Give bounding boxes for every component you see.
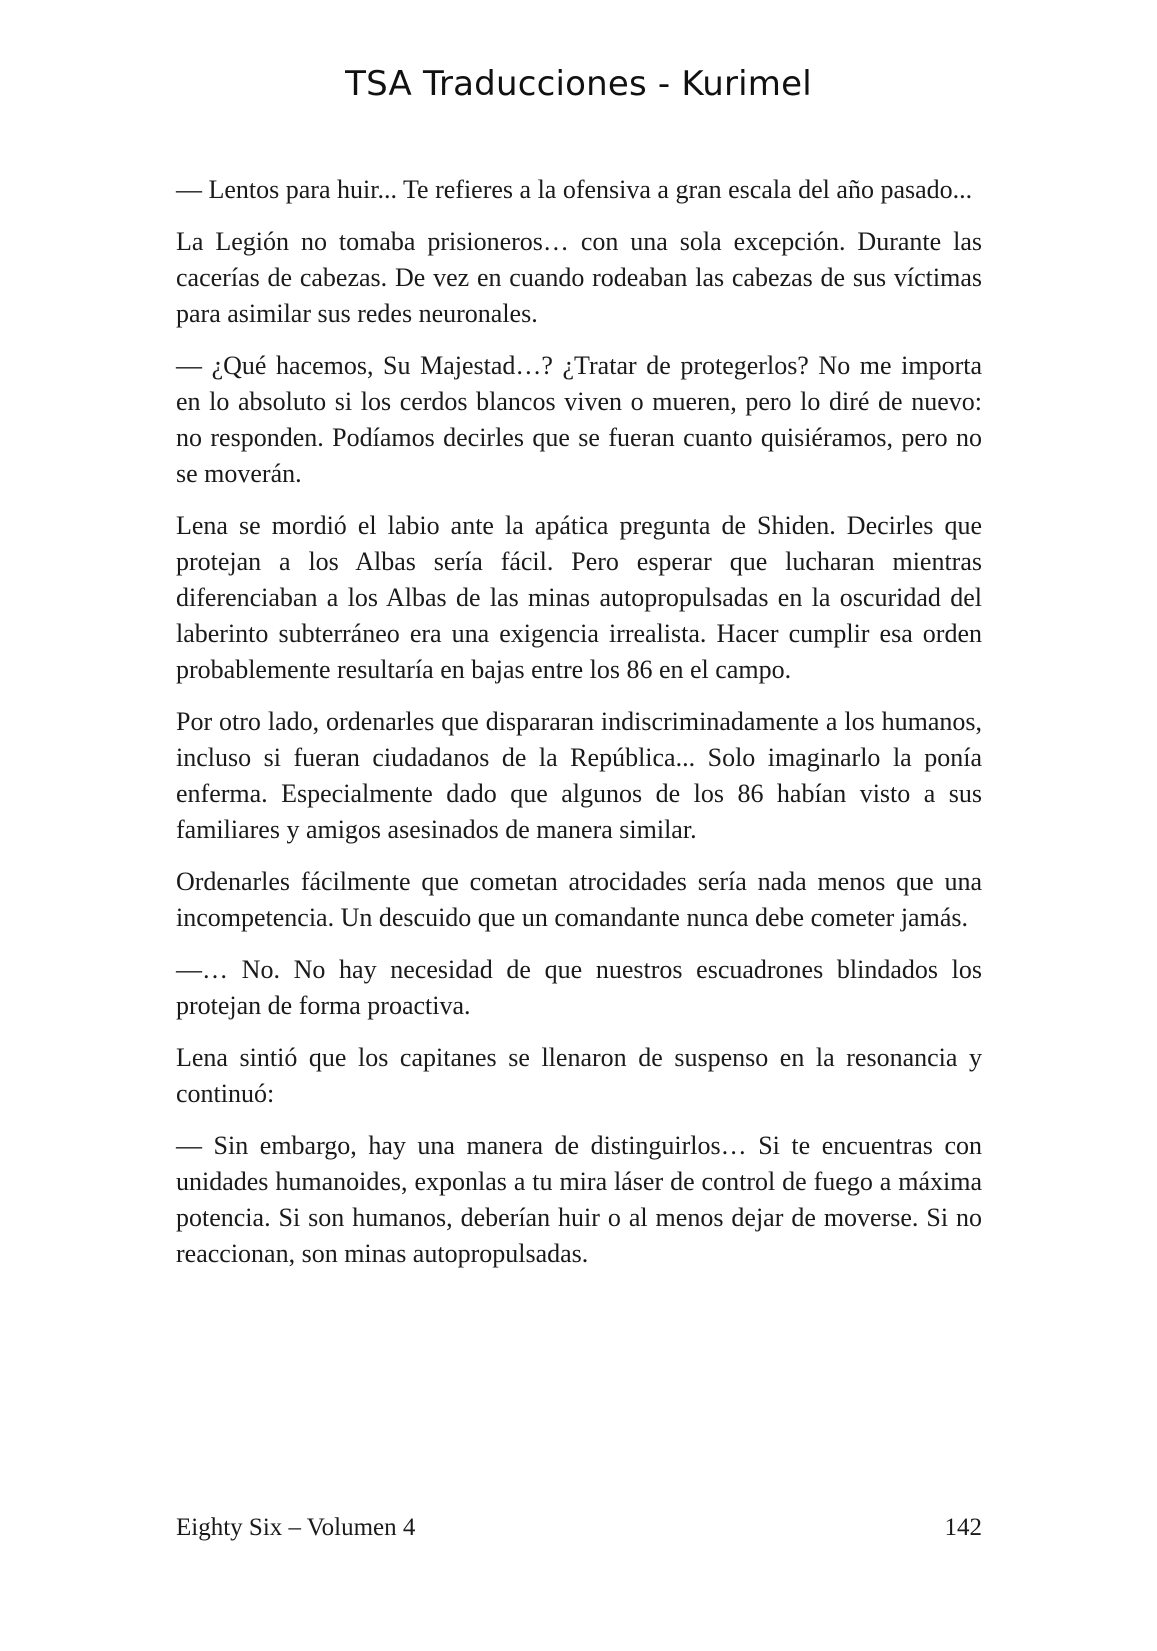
paragraph: La Legión no tomaba prisioneros… con una sola excepción. Durante las cacerías de cabezas. De vez en cuando rodeaban las cabezas de sus víctimas para asimilar sus redes neuronales. <box>176 227 982 328</box>
page-header-title: TSA Traducciones - Kurimel <box>345 64 812 104</box>
paragraph: Lena sintió que los capitanes se llenaron de suspenso en la resonancia y continuó: <box>176 1043 982 1108</box>
page-number: 142 <box>944 1514 982 1541</box>
paragraph: Lena se mordió el labio ante la apática pregunta de Shiden. Decirles que protejan a los Albas sería fácil. Pero esperar que lucharan mientras diferenciaban a los Albas de las minas autopropulsadas en la oscuridad del laberinto subterráneo era una exigencia irrealista. Hacer cumplir esa orden probablemente resultaría en bajas entre los 86 en el campo. <box>176 511 982 684</box>
page-body <box>176 172 982 1288</box>
paragraph: — Lentos para huir... Te refieres a la ofensiva a gran escala del año pasado... <box>176 175 973 204</box>
paragraph: —… No. No hay necesidad de que nuestros escuadrones blindados los protejan de forma proactiva. <box>176 955 982 1020</box>
footer-book-title: Eighty Six – Volumen 4 <box>176 1514 416 1541</box>
paragraph: Ordenarles fácilmente que cometan atrocidades sería nada menos que una incompetencia. Un descuido que un comandante nunca debe cometer jamás. <box>176 867 982 932</box>
paragraph: Por otro lado, ordenarles que dispararan indiscriminadamente a los humanos, incluso si fueran ciudadanos de la República... Solo imaginarlo la ponía enferma. Especialmente dado que algunos de los 86 habían visto a sus familiares y amigos asesinados de manera similar. <box>176 707 982 844</box>
paragraph: — Sin embargo, hay una manera de distinguirlos… Si te encuentras con unidades humanoides, exponlas a tu mira láser de control de fuego a máxima potencia. Si son humanos, deberían huir o al menos dejar de moverse. Si no reaccionan, son minas autopropulsadas. <box>176 1131 982 1268</box>
paragraph: — ¿Qué hacemos, Su Majestad…? ¿Tratar de protegerlos? No me importa en lo absoluto si los cerdos blancos viven o mueren, pero lo diré de nuevo: no responden. Podíamos decirles que se fueran cuanto quisiéramos, pero no se moverán. <box>176 351 982 488</box>
